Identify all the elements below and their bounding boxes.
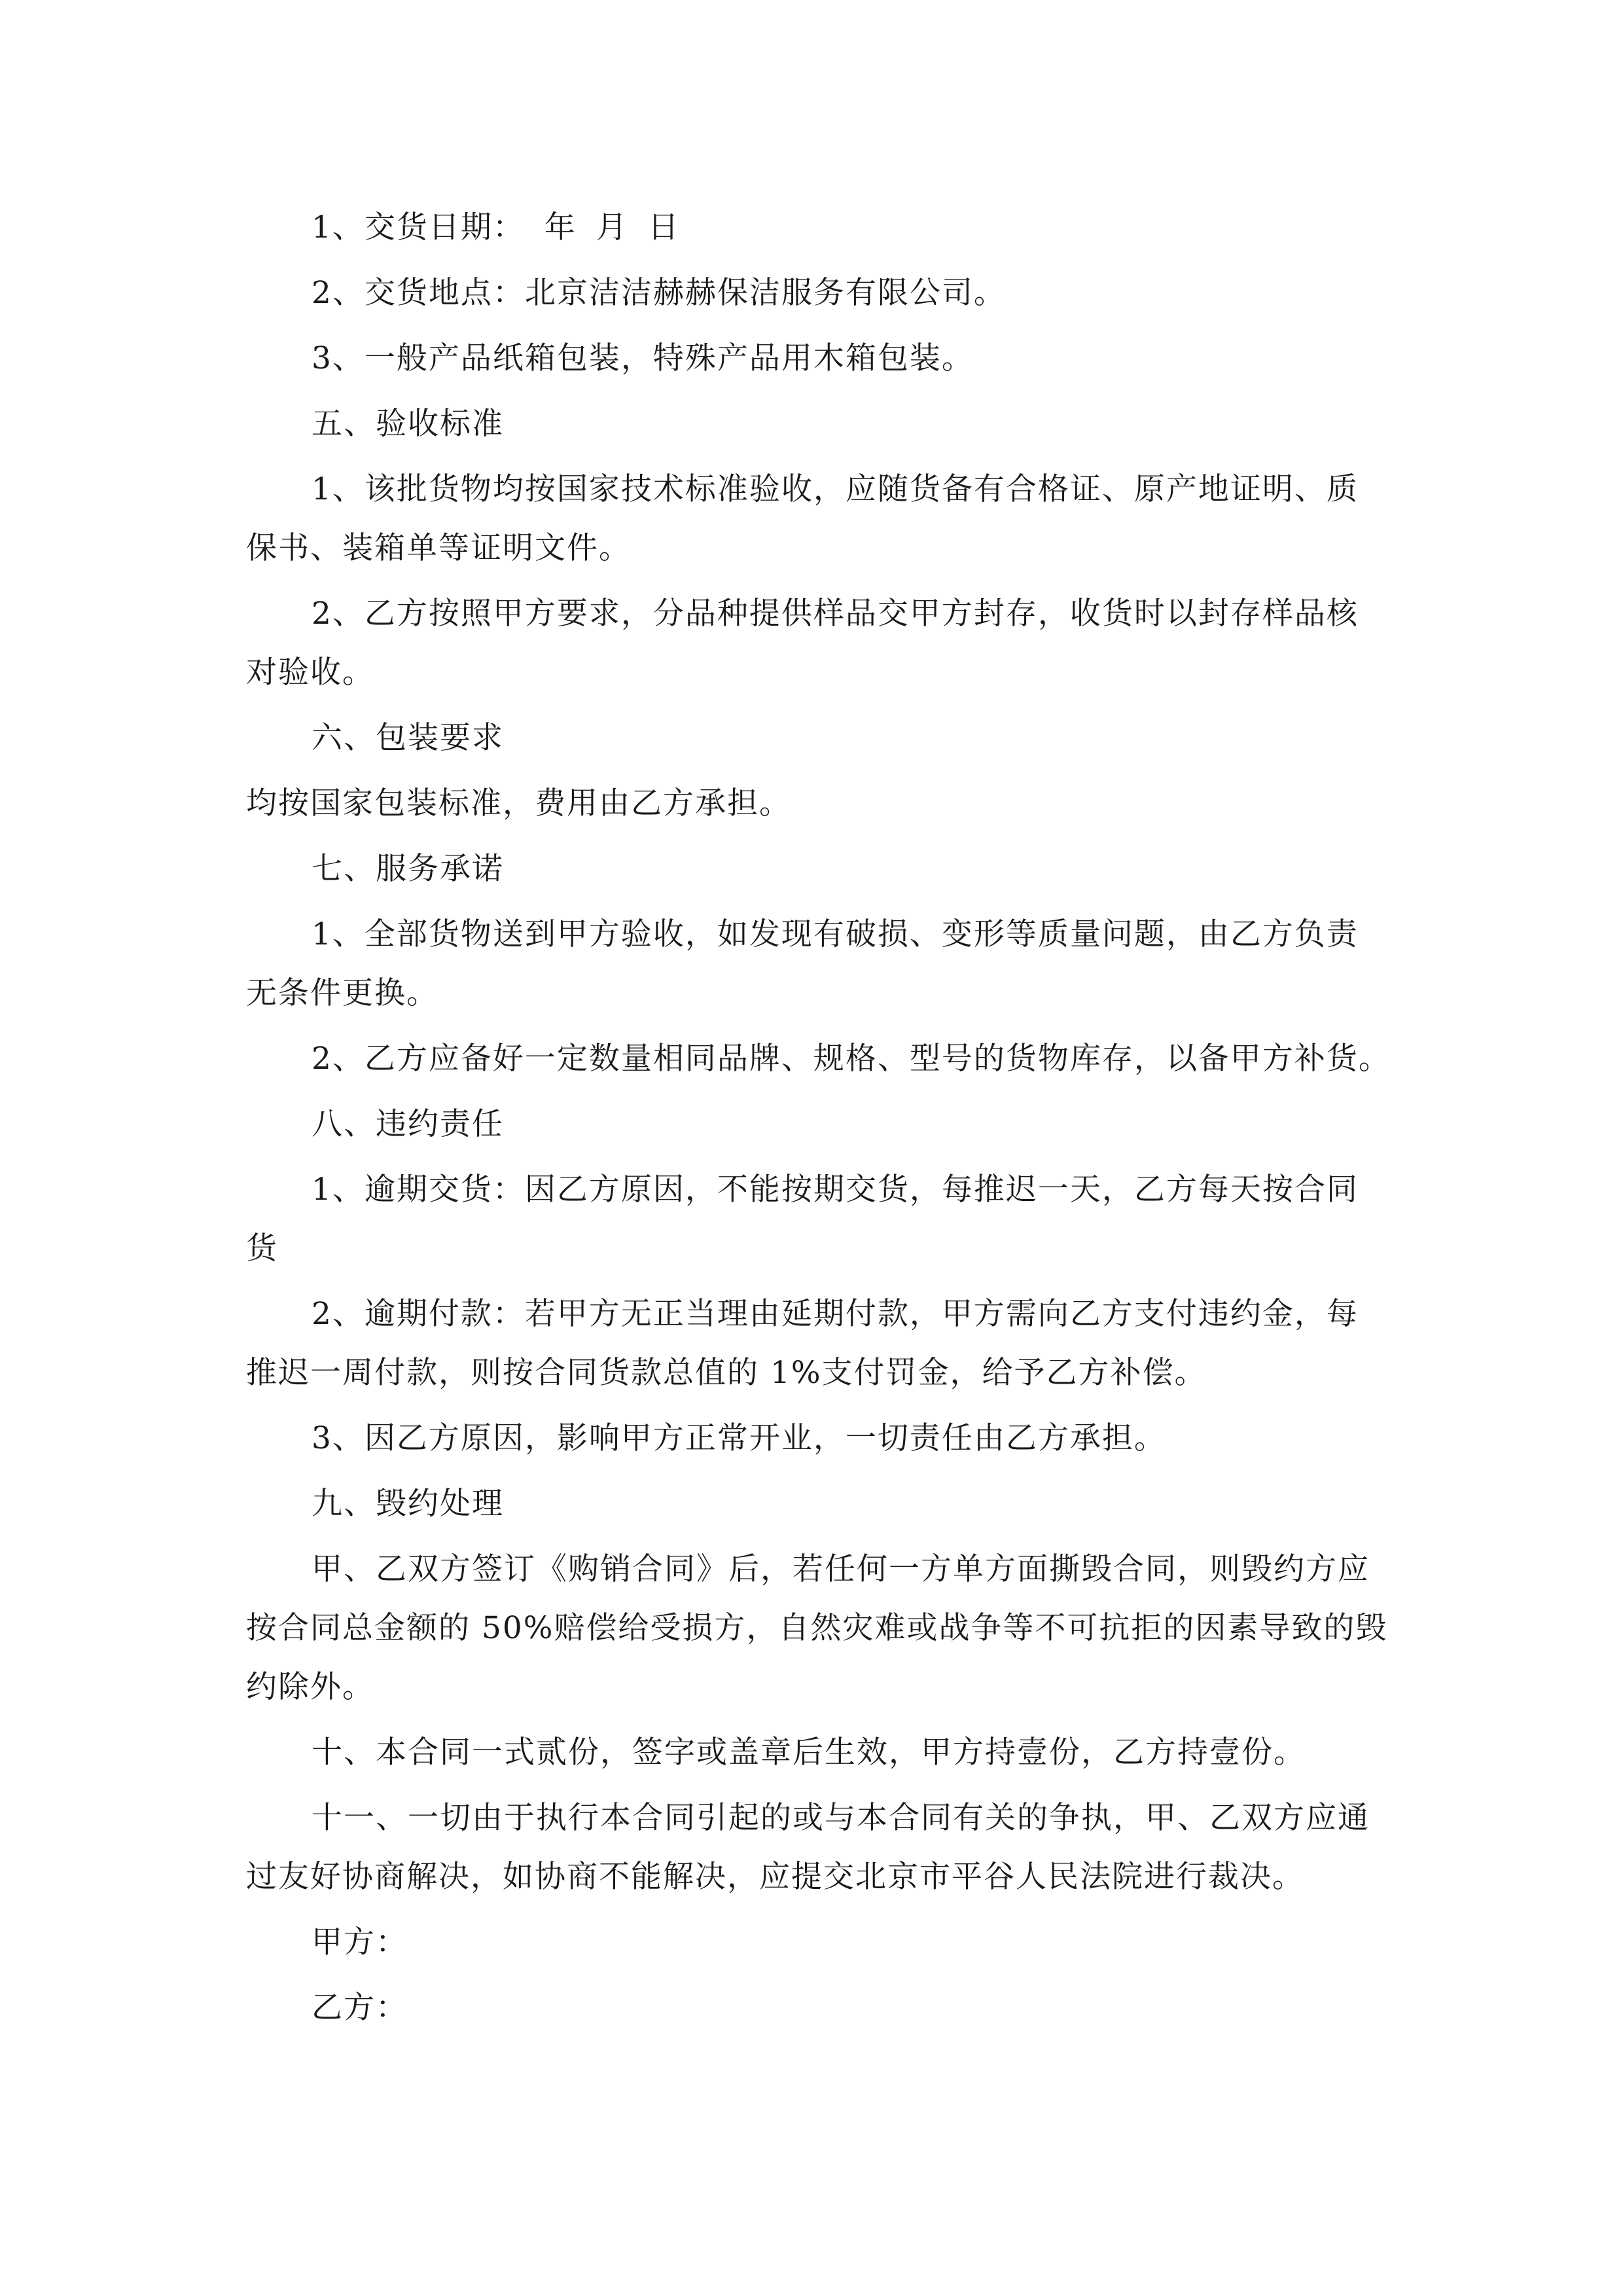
delivery-date-day: 日 (647, 209, 680, 245)
section9-heading: 九、毁约处理 (312, 1486, 504, 1522)
delivery-date-year: 年 (544, 209, 577, 245)
section8-p3: 3、因乙方原因，影响甲方正常开业，一切责任由乙方承担。 (312, 1420, 1166, 1456)
packaging-note: 3、一般产品纸箱包装，特殊产品用木箱包装。 (312, 340, 974, 376)
section10-p1: 十、本合同一式贰份，签字或盖章后生效，甲方持壹份，乙方持壹份。 (312, 1734, 1306, 1770)
section9-p1-line2: 按合同总金额的 50%赔偿给受损方，自然灾难或战争等不可抗拒的因素导致的毁 (246, 1610, 1388, 1646)
section8-p1-line2: 货 (246, 1230, 278, 1266)
section5-heading: 五、验收标准 (312, 406, 504, 442)
section9-p1-line3: 约除外。 (246, 1669, 374, 1705)
section8-heading: 八、违约责任 (312, 1106, 504, 1142)
section6-heading: 六、包装要求 (312, 720, 504, 756)
section5-p1-line1: 1、该批货物均按国家技术标准验收，应随货备有合格证、原产地证明、质 (312, 471, 1359, 507)
delivery-date-line (312, 208, 680, 247)
section9-p1-line1: 甲、乙双方签订《购销合同》后，若任何一方单方面撕毁合同，则毁约方应 (312, 1551, 1370, 1587)
section5-p1-line2: 保书、装箱单等证明文件。 (246, 530, 631, 566)
delivery-location: 2、交货地点：北京洁洁赫赫保洁服务有限公司。 (312, 275, 1006, 311)
section11-p1-line2: 过友好协商解决，如协商不能解决，应提交北京市平谷人民法院进行裁决。 (246, 1859, 1304, 1895)
section5-p2-line1: 2、乙方按照甲方要求，分品种提供样品交甲方封存，收货时以封存样品核 (312, 596, 1359, 632)
delivery-date-month: 月 (596, 209, 628, 245)
signature-party-b: 乙方： (312, 1990, 408, 2026)
section6-p1: 均按国家包装标准，费用由乙方承担。 (246, 785, 791, 821)
section5-p2-line2: 对验收。 (246, 655, 374, 691)
section8-p1-line1: 1、逾期交货：因乙方原因，不能按期交货，每推迟一天，乙方每天按合同 (312, 1172, 1359, 1208)
section11-p1-line1: 十一、一切由于执行本合同引起的或与本合同有关的争执，甲、乙双方应通 (312, 1800, 1370, 1836)
section8-p2-line2: 推迟一周付款，则按合同货款总值的 1%支付罚金，给予乙方补偿。 (246, 1355, 1207, 1391)
section8-p2-line1: 2、逾期付款：若甲方无正当理由延期付款，甲方需向乙方支付违约金，每 (312, 1296, 1359, 1332)
section7-p1-line2: 无条件更换。 (246, 975, 438, 1011)
section7-p2: 2、乙方应备好一定数量相同品牌、规格、型号的货物库存，以备甲方补货。 (312, 1041, 1391, 1077)
section7-heading: 七、服务承诺 (312, 851, 504, 887)
signature-party-a: 甲方： (312, 1924, 408, 1960)
section7-p1-line1: 1、全部货物送到甲方验收，如发现有破损、变形等质量问题，由乙方负责 (312, 916, 1359, 952)
delivery-date-label: 1、交货日期： (312, 209, 525, 245)
